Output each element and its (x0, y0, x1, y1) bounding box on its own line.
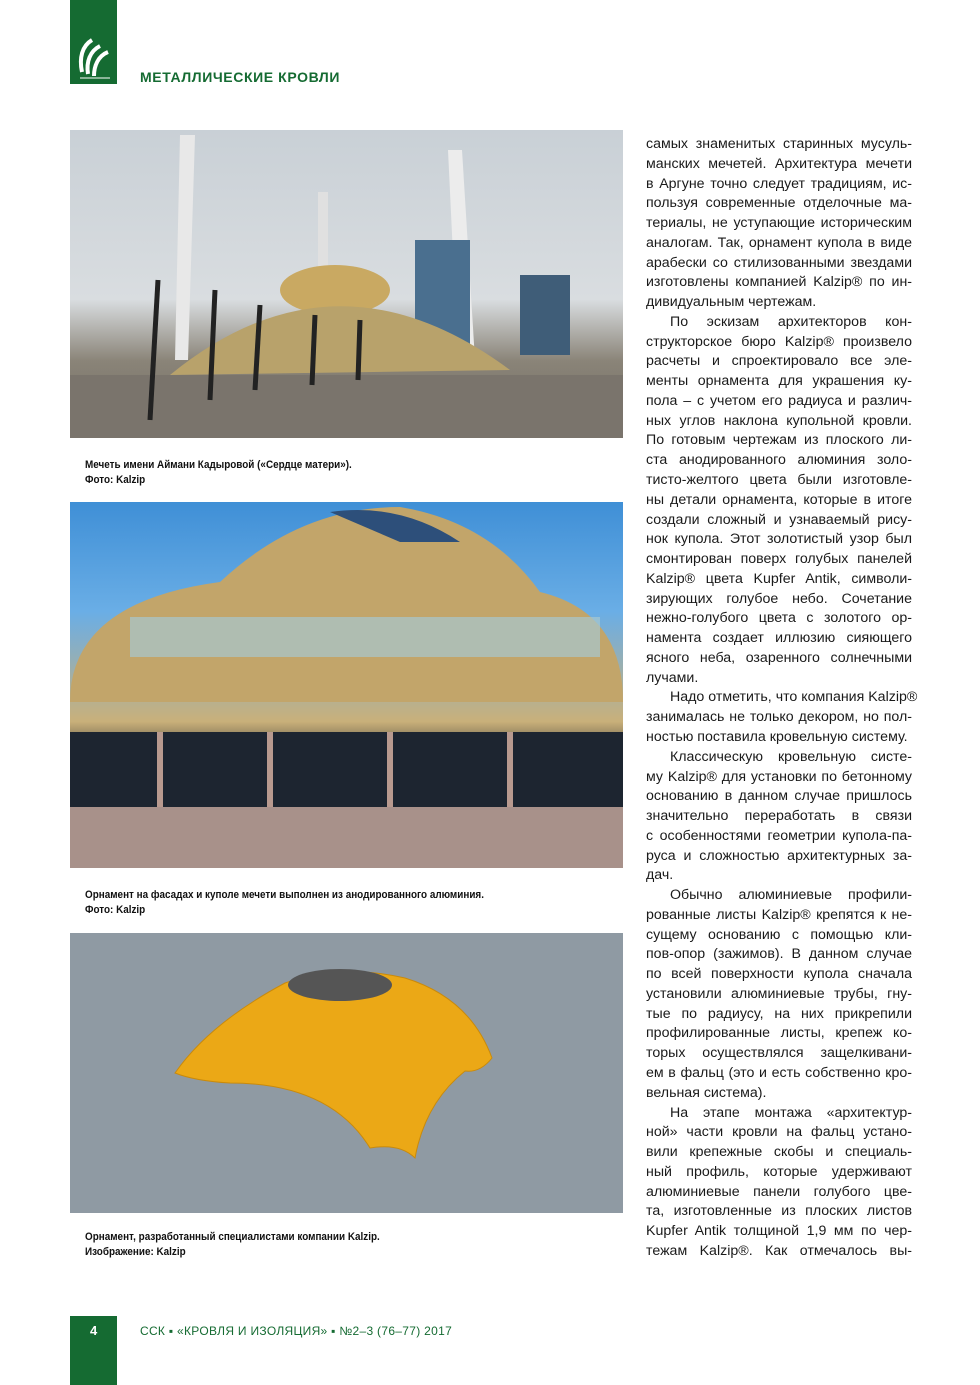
text-line: руса и сложностью архитектурных за- (646, 847, 912, 864)
paragraph (646, 135, 912, 313)
paragraph (646, 748, 912, 886)
text-line: занималась не только декором, но пол- (646, 709, 912, 726)
caption-credit: Фото: Kalzip (85, 474, 146, 486)
text-line: значительно переработать в связи (646, 808, 912, 825)
section-title: МЕТАЛЛИЧЕСКИЕ КРОВЛИ (140, 69, 341, 85)
text-line: в Аргуне точно следует традициям, ис- (646, 175, 912, 192)
text-line: ста анодированного алюминия золо- (646, 452, 912, 469)
text-line: териалы, не уступающие историческим (646, 215, 912, 232)
text-line: аналогам. Так, орнамент купола в виде (646, 234, 912, 251)
text-line: Классическую кровельную систе- (670, 748, 912, 765)
photo-mosque-facade-ornament (70, 502, 623, 868)
text-line: ностью поставила кровельную систему. (646, 728, 908, 745)
text-line: манских мечетей. Архитектура мечети (646, 155, 912, 172)
text-line: лучами. (646, 669, 699, 686)
text-line: установили алюминиевые трубы, гну- (646, 985, 912, 1002)
text-line: с особенностями геометрии купола-па- (646, 827, 912, 844)
text-line: пов-опор (зажимов). В данном случае (646, 946, 912, 963)
article-body-column (646, 135, 918, 1262)
text-line: профилированные листы, крепеж ко- (646, 1025, 912, 1042)
text-line: создали сложный и узнаваемый рису- (646, 511, 912, 528)
text-line: ной» части кровли на фальц устано- (646, 1124, 912, 1141)
text-line: нок купола. Этот золотистый узор был (646, 531, 912, 548)
caption-line: Мечеть имени Аймани Кадыровой («Сердце матери»). (85, 459, 352, 471)
text-line: намента создает иллюзию сияющего (646, 630, 912, 647)
text-line: По эскизам архитекторов кон- (670, 313, 912, 330)
text-line: Обычно алюминиевые профили- (670, 887, 912, 904)
text-line: пользуя современные отделочные ма- (646, 195, 912, 212)
text-line: тежам Kalzip®. Как отмечалось вы- (646, 1242, 912, 1259)
text-line: дивидуальным чертежам. (646, 294, 817, 311)
ornament-3d-model-image (70, 933, 623, 1213)
text-line: вили крепежные скобы и специаль- (646, 1144, 912, 1161)
text-line: ем в фальц (это и есть собственно кро- (646, 1064, 912, 1081)
text-line: По готовым чертежам из плоского ли- (646, 432, 912, 449)
text-line: вельная система). (646, 1084, 767, 1101)
text-line: На этапе монтажа «архитектур- (670, 1104, 912, 1121)
caption-credit: Изображение: Kalzip (85, 1246, 186, 1258)
header-green-bar (70, 0, 117, 84)
text-line: основанию в данном случае пришлось (646, 788, 912, 805)
text-line: тисто-желтого цвета были изготовле- (646, 472, 912, 489)
text-line: по всей поверхности купола сначала (646, 966, 912, 983)
text-line: ный профиль, которые удерживают (646, 1163, 912, 1180)
paragraph (646, 688, 918, 747)
text-line: та, изготовленные из плоских листов (646, 1203, 912, 1220)
text-line: ны детали орнамента, которые в итоге (646, 491, 912, 508)
text-line: дач. (646, 867, 674, 884)
photo-mosque-exterior (70, 130, 623, 438)
text-line: му Kalzip® для установки по бетонному (646, 768, 912, 785)
figure-caption (85, 458, 352, 488)
text-line: структорское бюро Kalzip® произвело (646, 333, 912, 350)
figure-caption (85, 888, 484, 918)
text-line: торых осуществлялся защелкивани- (646, 1045, 912, 1062)
text-line: Kupfer Antik толщиной 1,9 мм по чер- (646, 1223, 912, 1240)
text-line: тые по радиусу, на них прикрепили (646, 1005, 912, 1022)
text-line: рованные листы Kalzip® крепятся к не- (646, 906, 912, 923)
caption-line: Орнамент на фасадах и куполе мечети выполнен из анодированного алюминия. (85, 889, 484, 901)
text-line: пола – с учетом его радиуса и различ- (646, 392, 912, 409)
page-number: 4 (90, 1323, 98, 1338)
text-line: Kalzip® цвета Kupfer Antik, символи- (646, 570, 912, 587)
text-line: самых знаменитых старинных мусуль- (646, 136, 912, 152)
text-line: ясного неба, озаренного солнечными (646, 649, 912, 666)
caption-credit: Фото: Kalzip (85, 904, 146, 916)
text-line: изготовлены компанией Kalzip® по ин- (646, 274, 912, 291)
text-line: расчеты и спроектировало все эле- (646, 353, 912, 370)
caption-line: Орнамент, разработанный специалистами компании Kalzip. (85, 1231, 380, 1243)
figure-caption (85, 1230, 380, 1260)
leaf-logo-icon (76, 38, 112, 82)
paragraph (646, 313, 912, 689)
text-line: сущему основанию с помощью кли- (646, 926, 912, 943)
text-line: зирующих голубое небо. Сочетание (646, 590, 912, 607)
text-line: Надо отметить, что компания Kalzip® (670, 689, 918, 706)
paragraph (646, 1104, 912, 1262)
text-line: ных углов наклона купольной кровли. (646, 412, 912, 429)
text-line: смонтирован поверх голубых панелей (646, 551, 912, 568)
text-line: арабески со стилизованными звездами (646, 254, 912, 271)
text-line: алюминиевые панели голубого цве- (646, 1183, 912, 1200)
text-line: нежно-голубого цвета с золотого ор- (646, 610, 912, 627)
publication-footer: ССК ▪ «КРОВЛЯ И ИЗОЛЯЦИЯ» ▪ №2–3 (76–77) 2017 (140, 1324, 453, 1338)
paragraph (646, 886, 912, 1103)
text-line: менты орнамента для украшения ку- (646, 373, 912, 390)
